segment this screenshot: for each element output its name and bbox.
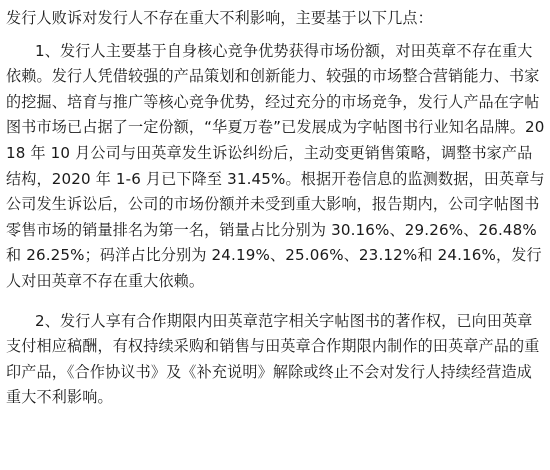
intro-line: 发行人败诉对发行人不存在重大不利影响，主要基于以下几点：: [6, 9, 433, 27]
paragraph-2: 2、发行人享有合作期限内田英章范字相关字帖图书的著作权，已向田英章支付相应稿酬，有权持续采购和销售与田英章合作期限内制作的田英章产品的重印产品，《合作协议书》及《补充说明》解除或终止不会对发行人持续经营造成重大不利影响。: [6, 311, 540, 407]
paragraph-1: 1、发行人主要基于自身核心竞争优势获得市场份额，对田英章不存在重大依赖。发行人凭借较强的产品策划和创新能力、较强的市场整合营销能力、书家的挖掘、培育与推广等核心竞争优势，经过充分的市场竞争，发行人产品在字帖图书市场已占据了一定份额，“华夏万卷”已发展成为字帖图书行业知名品牌。2018 年 10 月公司与田英章发生诉讼纠纷后，主动变更销售策略，调整书家产品结构，2020 年 1-6 月已下降至 31.45%。根据开卷信息的监测数据，田英章与公司发生诉讼后，公司的市场份额并未受到重大影响，报告期内，公司字帖图书零售市场的销量排名为第一名，销量占比分别为 30.16%、29.26%、26.48%和 26.25%；码洋占比分别为 24.19%、25.06%、23.12%和 24.16%，发行人对田英章不存在重大依赖。: [6, 41, 545, 290]
